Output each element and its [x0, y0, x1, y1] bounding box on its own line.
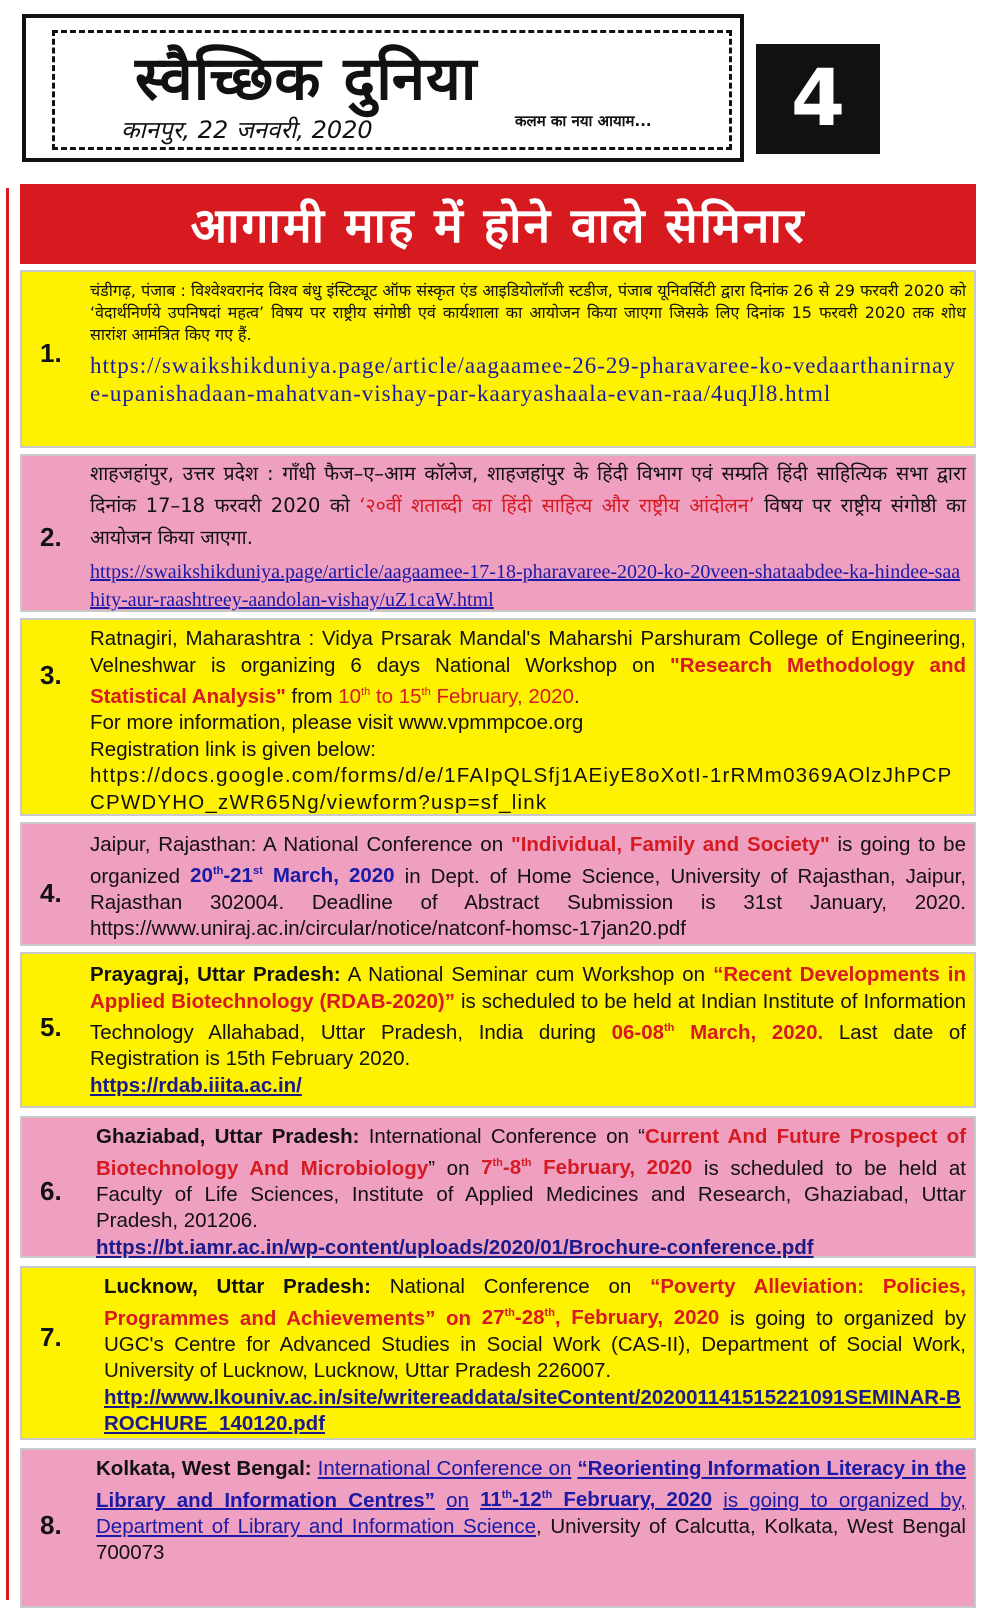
entry-body: गाँधी फैज–ए–आम कॉलेज, शाहजहांपुर के हिंदी विभाग एवं सम्प्रति हिंदी साहित्यिक सभा द्वारा दिनांक 17–18 फरवरी 2020 को: [90, 462, 966, 517]
date-start: 7: [481, 1156, 493, 1180]
date-suffix: th: [492, 1157, 503, 1170]
entry-location: चंडीगढ़, पंजाब :: [90, 281, 186, 300]
entry-number: 4.: [40, 878, 62, 908]
entry-body-3: .: [573, 684, 580, 708]
date-suffix: th: [521, 1157, 532, 1170]
seminar-entry-4: [20, 822, 976, 946]
entry-location: शाहजहांपुर, उत्तर प्रदेश :: [90, 462, 274, 485]
entry-location: Kolkata, West Bengal:: [96, 1457, 312, 1480]
seminar-entry-5: [20, 952, 976, 1108]
date-month: March, 2020: [272, 864, 395, 888]
date-suffix: st: [252, 865, 263, 878]
date-start: 27: [481, 1306, 505, 1330]
entry-location: Jaipur, Rajasthan:: [90, 833, 257, 856]
entry-number: 1.: [40, 338, 62, 368]
seminar-entry-3: [20, 618, 976, 816]
date-suffix: th: [421, 686, 431, 698]
entry-link-block: [90, 558, 966, 614]
entry-title: "Individual, Family and Society": [510, 833, 830, 856]
entry-link-block: [90, 352, 966, 408]
date-start: 20: [190, 864, 213, 888]
entry-body-2: is going to be organized: [90, 833, 966, 888]
issue-date: कानपुर, 22 जनवरी, 2020: [121, 116, 373, 144]
entry-body-3: is going to organized by UGC's Centre for Advanced Studies in Social Work (CAS-II), Department of Social Work, University of Lucknow, Lucknow, Uttar Pradesh 226007.: [104, 1306, 967, 1383]
entry-info: For more information, please visit www.vpmmpcoe.org: [90, 711, 584, 735]
entry-number: 2.: [40, 522, 62, 552]
entry-body-3: Last date of Registration is 15th February 2020.: [90, 1020, 967, 1071]
entry-body: A National Conference on: [263, 833, 504, 856]
entry-link[interactable]: https://rdab.iiita.ac.in/: [90, 1073, 302, 1097]
masthead-dashed-frame: [52, 30, 732, 150]
date-month: March, 2020.: [690, 1020, 824, 1044]
masthead: [22, 14, 744, 162]
date-end: -28: [514, 1306, 545, 1330]
date-start: 11: [480, 1488, 502, 1512]
entry-title: ‘वेदार्थनिर्णये उपनिषदां महत्व’: [90, 303, 265, 322]
entry-body-2: ” on: [428, 1156, 470, 1180]
entry-body-3[interactable]: is going to organized by, Department of Library and Information Science: [96, 1488, 966, 1538]
entry-link[interactable]: https://bt.iamr.ac.in/wp-content/uploads/2020/01/Brochure-conference.pdf: [96, 1235, 814, 1259]
entry-body-2: विषय पर राष्ट्रीय संगोष्ठी का आयोजन किया जाएगा.: [90, 494, 966, 549]
date-month: February, 2020: [563, 1488, 713, 1512]
date-month: February, 2020: [436, 684, 574, 708]
date-suffix: th: [664, 1022, 675, 1034]
entry-link[interactable]: http://www.lkouniv.ac.in/site/writereaddata/siteContent/202001141515221091SEMINAR-BROCHURE_140120.pdf: [104, 1385, 961, 1436]
entry-text: [90, 832, 966, 943]
entry-title: ‘२०वीं शताब्दी का हिंदी साहित्य और राष्ट्रीय आंदोलन’: [359, 494, 755, 517]
entry-number: 3.: [40, 660, 62, 690]
date-end: to 15: [375, 684, 422, 708]
entry-body-2: विषय पर राष्ट्रीय संगोष्ठी एवं कार्यशाला का आयोजन किया जाएगा जिसके लिए दिनांक 15 फरवरी 2020 तक शोध सारांश आमंत्रित किए गए हैं.: [90, 303, 966, 344]
date-suffix: th: [361, 686, 371, 698]
entry-body-3: is scheduled to be held at Faculty of Life Sciences, Institute of Applied Medicines and Research, Ghaziabad, Uttar Pradesh, 201206.: [96, 1156, 966, 1233]
entry-number: 7.: [40, 1322, 62, 1352]
date-suffix: th: [501, 1489, 513, 1502]
date-suffix: th: [504, 1307, 515, 1320]
entry-link[interactable]: https://docs.google.com/forms/d/e/1FAIpQLSfj1AEiyE8oXotI-1rRMm0369AOlzJhPCPCPWDYHO_zWR65Ng/viewform?usp=sf_link: [90, 764, 953, 814]
seminar-entry-6: [20, 1116, 976, 1258]
entry-body-2: is scheduled to be held at Indian Institute of Information Technology Allahabad, Uttar Pradesh, India during: [90, 989, 966, 1044]
entry-location: Lucknow, Uttar Pradesh:: [104, 1275, 371, 1298]
entry-text: [96, 1124, 966, 1261]
entry-location: Ghaziabad, Uttar Pradesh:: [96, 1125, 360, 1148]
entry-body: Vidya Prsarak Mandal's Maharshi Parshuram College of Engineering, Velneshwar is organizing 6 days National Workshop on: [90, 627, 967, 677]
entry-number: 8.: [40, 1510, 62, 1540]
entry-body-2: from: [291, 684, 333, 708]
date-end: -12: [512, 1488, 542, 1512]
date-start: 06-08: [611, 1020, 664, 1044]
entry-link[interactable]: https://swaikshikduniya.page/article/aagaamee-17-18-pharavaree-2020-ko-20veen-shataabdee-ka-hindee-saahity-aur-raashtreey-aandolan-vishay/uZ1caW.html: [90, 561, 961, 611]
date-suffix: th: [544, 1307, 555, 1320]
entry-title: "Research Methodology and Statistical Analysis": [90, 653, 966, 708]
entry-body-3: in Dept. of Home Science, University of Rajasthan, Jaipur, Rajasthan 302004. Deadline of Abstract Submission is 31st January, 2020. https://www.uniraj.ac.in/circular/notice/natconf-homsc-17jan20.pdf: [90, 864, 967, 941]
entry-location: Ratnagiri, Maharashtra :: [90, 627, 315, 650]
entry-location: Prayagraj, Uttar Pradesh:: [90, 963, 341, 986]
newspaper-name: स्वैच्छिक दुनिया: [135, 44, 478, 114]
entry-registration-label: Registration link is given below:: [90, 737, 376, 761]
entry-text: [90, 458, 966, 554]
entry-title: “Recent Developments in Applied Biotechnology (RDAB-2020)”: [90, 963, 967, 1013]
tagline: कलम का नया आयाम...: [515, 112, 652, 130]
entry-body: National Conference on: [389, 1275, 632, 1298]
entry-body: International Conference on “: [368, 1125, 645, 1148]
seminar-entry-8: [20, 1448, 976, 1608]
entry-text: [90, 962, 966, 1099]
seminar-entry-1: [20, 270, 976, 448]
date-suffix: th: [541, 1489, 553, 1502]
entry-body-4: , University of Calcutta, Kolkata, West Bengal 700073: [96, 1514, 966, 1565]
entry-title[interactable]: “Reorienting Information Literacy in the Library and Information Centres”: [96, 1457, 967, 1512]
entry-body-2[interactable]: on: [446, 1488, 469, 1512]
date-end: -8: [502, 1156, 522, 1180]
date-start: 10: [338, 684, 362, 708]
entry-text: [96, 1456, 966, 1567]
entry-link[interactable]: https://swaikshikduniya.page/article/aagaamee-26-29-pharavaree-ko-vedaarthanirnaye-upanishadaan-mahatvan-vishay-par-kaaryashaala-evan-raa/4uqJl8.html: [90, 353, 956, 406]
entry-body[interactable]: International Conference on: [317, 1457, 572, 1480]
entry-title: “Poverty Alleviation: Policies, Programmes and Achievements” on: [104, 1275, 967, 1330]
seminar-entry-2: [20, 454, 976, 612]
entry-text: [90, 280, 966, 346]
date-month: , February, 2020: [554, 1306, 720, 1330]
date-suffix: th: [212, 865, 224, 878]
entry-text: [104, 1274, 966, 1438]
section-banner: आगामी माह में होने वाले सेमिनार: [20, 184, 976, 264]
seminar-entry-7: [20, 1266, 976, 1440]
entry-text: [90, 626, 966, 816]
date-month: February, 2020: [543, 1156, 693, 1180]
entry-body: A National Seminar cum Workshop on: [347, 963, 706, 986]
entry-number: 6.: [40, 1176, 62, 1206]
left-divider: [6, 188, 9, 1600]
page-number: 4: [756, 44, 880, 154]
date-end: -21: [223, 864, 253, 888]
entry-title: Current And Future Prospect of Biotechnology And Microbiology: [96, 1125, 967, 1180]
entry-number: 5.: [40, 1012, 62, 1042]
entry-body: विश्वेश्वरानंद विश्व बंधु इंस्टिट्यूट ऑफ संस्कृत एंड आइडियोलॉजी स्टडीज, पंजाब यूनिवर्सिटी द्वारा दिनांक 26 से 29 फरवरी 2020 को: [191, 281, 966, 300]
